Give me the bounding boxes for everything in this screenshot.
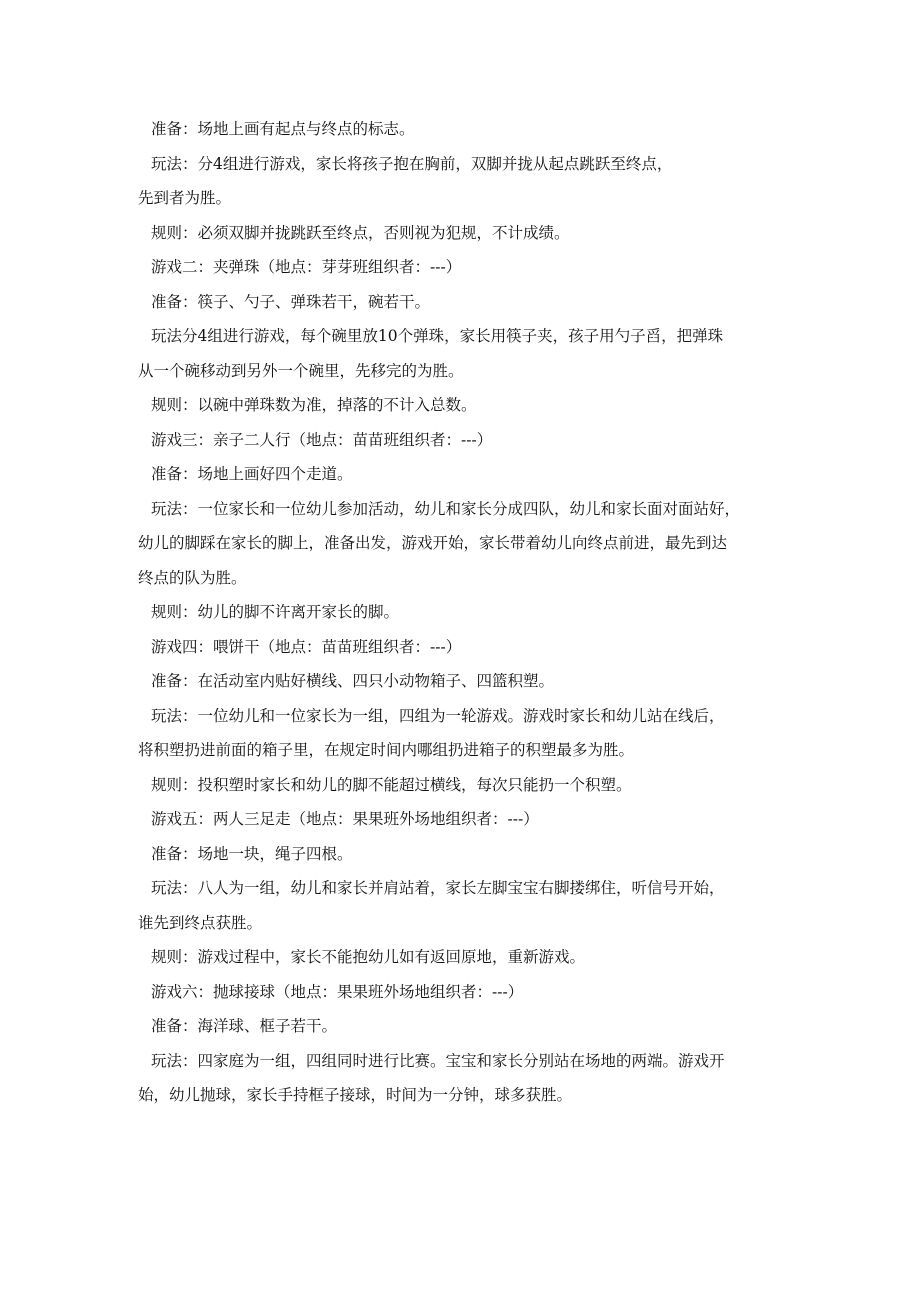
paragraph xyxy=(138,1009,798,1044)
paragraph-line: 规则：必须双脚并拢跳跃至终点，否则视为犯规，不计成绩。 xyxy=(151,223,570,242)
paragraph xyxy=(138,388,798,423)
paragraph xyxy=(138,630,798,665)
paragraph xyxy=(138,699,798,768)
paragraph-continuation-line: 终点的队为胜。 xyxy=(138,568,247,587)
paragraph xyxy=(138,1044,798,1113)
paragraph xyxy=(138,216,798,251)
paragraph-continuation-line: 将积塑扔进前面的箱子里，在规定时间内哪组扔进箱子的积塑最多为胜。 xyxy=(138,741,635,759)
paragraph xyxy=(138,112,798,147)
paragraph-line: 玩法分4组进行游戏，每个碗里放10个弹珠，家长用筷子夹，孩子用勺子舀，把弹珠 xyxy=(151,327,724,345)
paragraph-line: 游戏二：夹弹珠（地点：芽芽班组织者：---） xyxy=(151,258,462,276)
paragraph-line: 规则：以碗中弹珠数为准，掉落的不计入总数。 xyxy=(151,396,477,414)
paragraph-line: 玩法：一位幼儿和一位家长为一组，四组为一轮游戏。游戏时家长和幼儿站在线后， xyxy=(151,706,725,725)
paragraph xyxy=(138,147,798,216)
paragraph xyxy=(138,423,798,458)
paragraph-line: 游戏三：亲子二人行（地点：苗苗班组织者：---） xyxy=(151,430,493,449)
paragraph-continuation-line: 幼儿的脚踩在家长的脚上，准备出发，游戏开始，家长带着幼儿向终点前进，最先到达 xyxy=(138,534,728,552)
paragraph-line: 准备：场地上画有起点与终点的标志。 xyxy=(151,120,415,138)
paragraph-line: 游戏六：抛球接球（地点：果果班外场地组织者：---） xyxy=(151,982,524,1001)
paragraph-line: 游戏四：喂饼干（地点：苗苗班组织者：---） xyxy=(151,637,462,656)
document-body xyxy=(138,112,798,1113)
paragraph-line: 游戏五：两人三足走（地点：果果班外场地组织者：---） xyxy=(151,810,539,828)
paragraph xyxy=(138,802,798,837)
paragraph xyxy=(138,975,798,1010)
paragraph-continuation-line: 从一个碗移动到另外一个碗里，先移完的为胜。 xyxy=(138,361,464,380)
paragraph-line: 玩法：分4组进行游戏，家长将孩子抱在胸前，双脚并拢从起点跳跃至终点， xyxy=(151,154,673,173)
paragraph xyxy=(138,595,798,630)
paragraph xyxy=(138,250,798,285)
paragraph-line: 规则：投积塑时家长和幼儿的脚不能超过横线，每次只能扔一个积塑。 xyxy=(151,775,632,794)
paragraph xyxy=(138,285,798,320)
paragraph-line: 准备：海洋球、框子若干。 xyxy=(151,1017,338,1035)
paragraph-line: 规则：幼儿的脚不许离开家长的脚。 xyxy=(151,603,400,621)
paragraph-line: 准备：场地一块，绳子四根。 xyxy=(151,844,353,863)
paragraph-continuation-line: 先到者为胜。 xyxy=(138,189,232,207)
paragraph xyxy=(138,319,798,388)
paragraph xyxy=(138,871,798,940)
paragraph xyxy=(138,664,798,699)
paragraph xyxy=(138,492,798,596)
paragraph-line: 准备：在活动室内贴好横线、四只小动物箱子、四篮积塑。 xyxy=(151,672,555,690)
paragraph-line: 玩法：一位家长和一位幼儿参加活动，幼儿和家长分成四队，幼儿和家长面对面站好， xyxy=(151,499,741,518)
paragraph-line: 玩法：四家庭为一组，四组同时进行比赛。宝宝和家长分别站在场地的两端。游戏开 xyxy=(151,1051,725,1070)
paragraph xyxy=(138,457,798,492)
paragraph-continuation-line: 始，幼儿抛球，家长手持框子接球，时间为一分钟，球多获胜。 xyxy=(138,1086,573,1104)
paragraph xyxy=(138,940,798,975)
paragraph-line: 准备：场地上画好四个走道。 xyxy=(151,465,353,483)
paragraph-line: 玩法：八人为一组，幼儿和家长并肩站着，家长左脚宝宝右脚搂绑住，听信号开始， xyxy=(151,879,725,897)
paragraph-continuation-line: 谁先到终点获胜。 xyxy=(138,913,263,932)
paragraph-line: 规则：游戏过程中，家长不能抱幼儿如有返回原地，重新游戏。 xyxy=(151,948,586,966)
paragraph xyxy=(138,768,798,803)
paragraph-line: 准备：筷子、勺子、弹珠若干，碗若干。 xyxy=(151,292,431,311)
paragraph xyxy=(138,837,798,872)
